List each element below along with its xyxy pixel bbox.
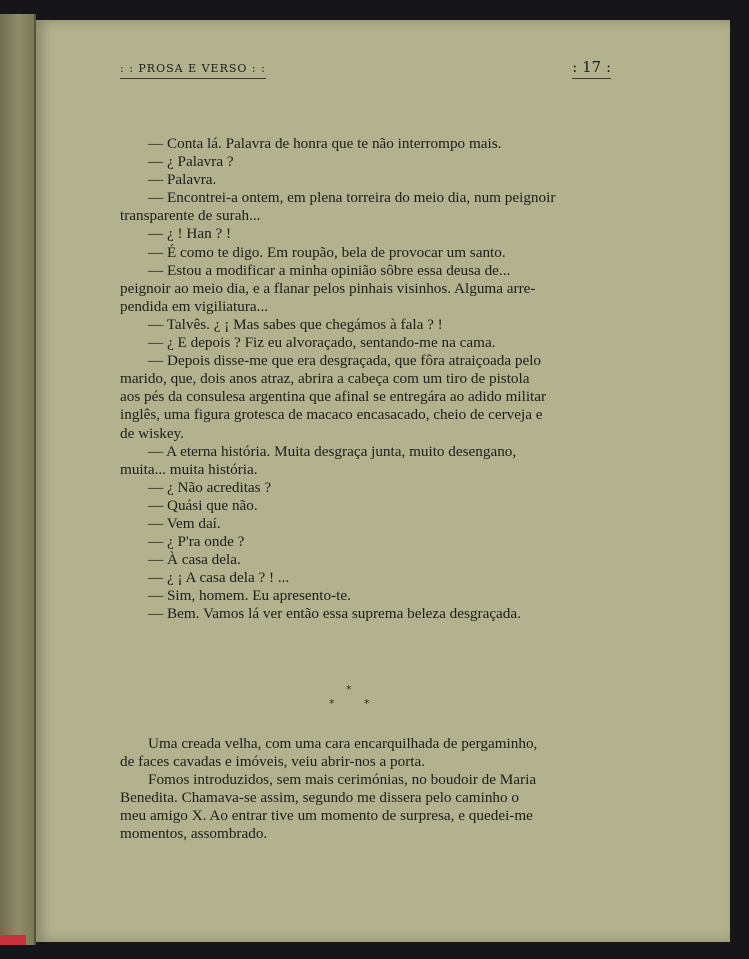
running-title: : : PROSA E VERSO : : [120, 62, 266, 79]
text-line: meu amigo X. Ao entrar tive um momento de surpresa, e quedei-me [120, 807, 533, 825]
text-line: — ¿ ¡ A casa dela ? ! ... [148, 569, 290, 587]
text-line: — É como te digo. Em roupão, bela de provocar um santo. [148, 243, 506, 261]
text-line: peignoir ao meio dia, e a flanar pelos pinhais visinhos. Alguma arre- [120, 279, 536, 297]
page-number: : 17 : [572, 58, 611, 79]
text-line: pendida em vigiliatura... [120, 297, 269, 315]
text-line: — ¿ Não acreditas ? [148, 478, 272, 496]
text-line: — ¿ E depois ? Fiz eu alvoraçado, sentando-me na cama. [148, 334, 496, 352]
text-line: Benedita. Chamava-se assim, segundo me dissera pelo caminho o [120, 789, 519, 807]
text-line: aos pés da consulesa argentina que afinal se entregára ao adido militar [120, 388, 547, 406]
text-line: — ¿ P'ra onde ? [148, 533, 245, 551]
separator-star: * [364, 697, 370, 710]
separator-star: * [346, 683, 352, 696]
text-line: — Talvês. ¿ ¡ Mas sabes que chegámos à fala ? ! [148, 315, 443, 333]
text-line: — ¿ Palavra ? [148, 153, 234, 171]
text-line: — ¿ ! Han ? ! [148, 225, 232, 243]
book-spine-edge [0, 14, 36, 945]
text-line: — Palavra. [148, 171, 217, 189]
separator-star: * [329, 697, 335, 710]
text-line: — Vem daí. [148, 514, 221, 532]
text-line: — Estou a modificar a minha opinião sôbre essa deusa de... [148, 261, 511, 279]
text-line: inglês, uma figura grotesca de macaco encasacado, cheio de cerveja e [120, 406, 543, 424]
section-separator [120, 681, 592, 711]
text-line: muita... muita história. [120, 460, 258, 478]
text-line: — Encontrei-a ontem, em plena torreira do meio dia, num peignoir [148, 189, 556, 207]
text-line: — Conta lá. Palavra de honra que te não interrompo mais. [148, 135, 502, 152]
text-line: Fomos introduzidos, sem mais cerimónias, no boudoir de Maria [148, 771, 537, 789]
text-line: — A eterna história. Muita desgraça junta, muito desengano, [148, 442, 517, 460]
text-line: de faces cavadas e imóveis, veiu abrir-nos a porta. [120, 753, 426, 771]
text-line: — Bem. Vamos lá ver então essa suprema beleza desgraçada. [148, 605, 521, 623]
bookmark-ribbon [0, 935, 26, 945]
body-text [120, 135, 592, 843]
text-line: marido, que, dois anos atraz, abrira a cabeça com um tiro de pistola [120, 370, 530, 388]
text-line: transparente de surah... [120, 207, 261, 225]
narrative-text [120, 735, 592, 844]
text-line: de wiskey. [120, 424, 184, 442]
text-line: — Depois disse-me que era desgraçada, que fôra atraiçoada pelo [148, 352, 542, 370]
text-line: Uma creada velha, com uma cara encarquilhada de pergaminho, [148, 735, 538, 752]
text-line: momentos, assombrado. [120, 825, 268, 843]
text-line: — Sim, homem. Eu apresento-te. [148, 587, 351, 605]
text-line: — À casa dela. [148, 551, 241, 569]
text-line: — Quási que não. [148, 496, 258, 514]
